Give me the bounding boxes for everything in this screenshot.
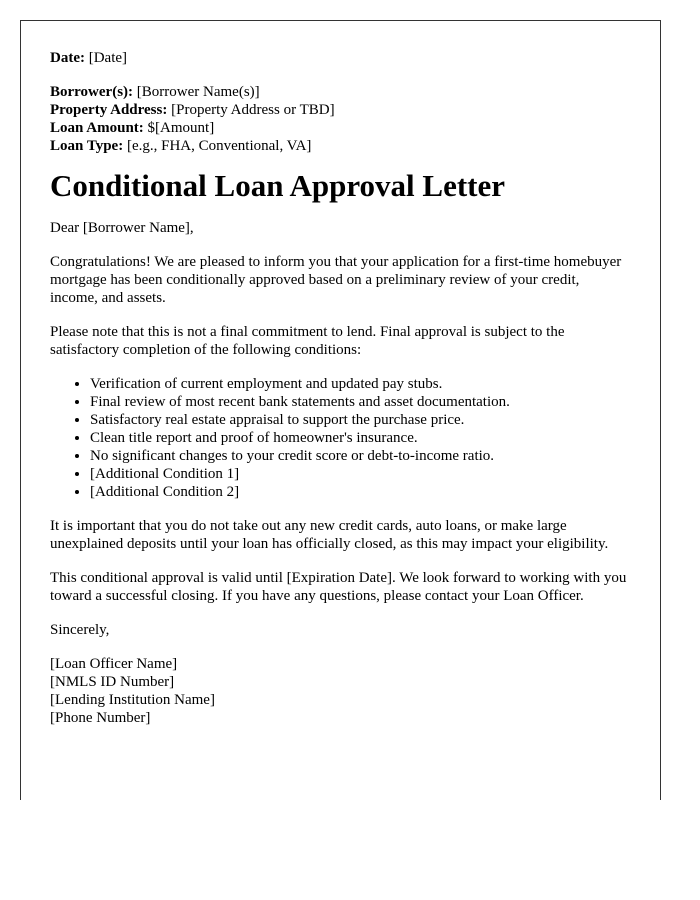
warning-paragraph: It is important that you do not take out any new credit cards, auto loans, or make large unexplained deposits until your loan has officially closed, as this may impact your eligibility. xyxy=(50,518,609,552)
salutation: Dear [Borrower Name], xyxy=(50,220,194,236)
note-paragraph: Please note that this is not a final commitment to lend. Final approval is subject to the satisfactory completion of the following conditions: xyxy=(50,324,565,358)
conditions-list xyxy=(50,375,631,501)
signature-block xyxy=(50,655,631,727)
property-address-value: [Property Address or TBD] xyxy=(171,102,335,118)
property-address-label: Property Address: xyxy=(50,102,168,118)
loan-amount-value: $[Amount] xyxy=(147,120,215,136)
date-line xyxy=(50,49,631,67)
condition-item: • No significant changes to your credit score or debt-to-income ratio. xyxy=(90,447,631,465)
loan-amount-label: Loan Amount: xyxy=(50,120,144,136)
condition-item: • [Additional Condition 1] xyxy=(90,465,631,483)
validity-paragraph: This conditional approval is valid until [Expiration Date]. We look forward to working with you toward a successful closing. If you have any questions, please contact your Loan Officer. xyxy=(50,570,627,604)
condition-item: • Final review of most recent bank statements and asset documentation. xyxy=(90,393,631,411)
loan-type-label: Loan Type: xyxy=(50,138,124,154)
borrowers-label: Borrower(s): xyxy=(50,84,134,100)
lending-institution: [Lending Institution Name] xyxy=(50,692,215,708)
loan-amount-line xyxy=(50,119,631,137)
borrowers-line xyxy=(50,83,631,101)
condition-item: • [Additional Condition 2] xyxy=(90,483,631,501)
closing-line: Sincerely, xyxy=(50,622,110,638)
condition-item: • Verification of current employment and updated pay stubs. xyxy=(90,375,631,393)
condition-item: • Clean title report and proof of homeowner's insurance. xyxy=(90,429,631,447)
property-address-line xyxy=(50,101,631,119)
letter-title: Conditional Loan Approval Letter xyxy=(50,168,506,203)
date-value: [Date] xyxy=(88,50,128,66)
date-label: Date: xyxy=(50,50,85,66)
loan-type-value: [e.g., FHA, Conventional, VA] xyxy=(126,138,312,154)
loan-type-line xyxy=(50,137,631,155)
phone-number: [Phone Number] xyxy=(50,710,151,726)
loan-officer-name: [Loan Officer Name] xyxy=(50,656,178,672)
nmls-id: [NMLS ID Number] xyxy=(50,674,175,690)
condition-item: • Satisfactory real estate appraisal to support the purchase price. xyxy=(90,411,631,429)
borrowers-value: [Borrower Name(s)] xyxy=(136,84,260,100)
intro-paragraph: Congratulations! We are pleased to inform you that your application for a first-time homebuyer mortgage has been conditionally approved based on a preliminary review of your credit, income, and assets. xyxy=(50,254,622,306)
letter-document xyxy=(20,20,661,800)
